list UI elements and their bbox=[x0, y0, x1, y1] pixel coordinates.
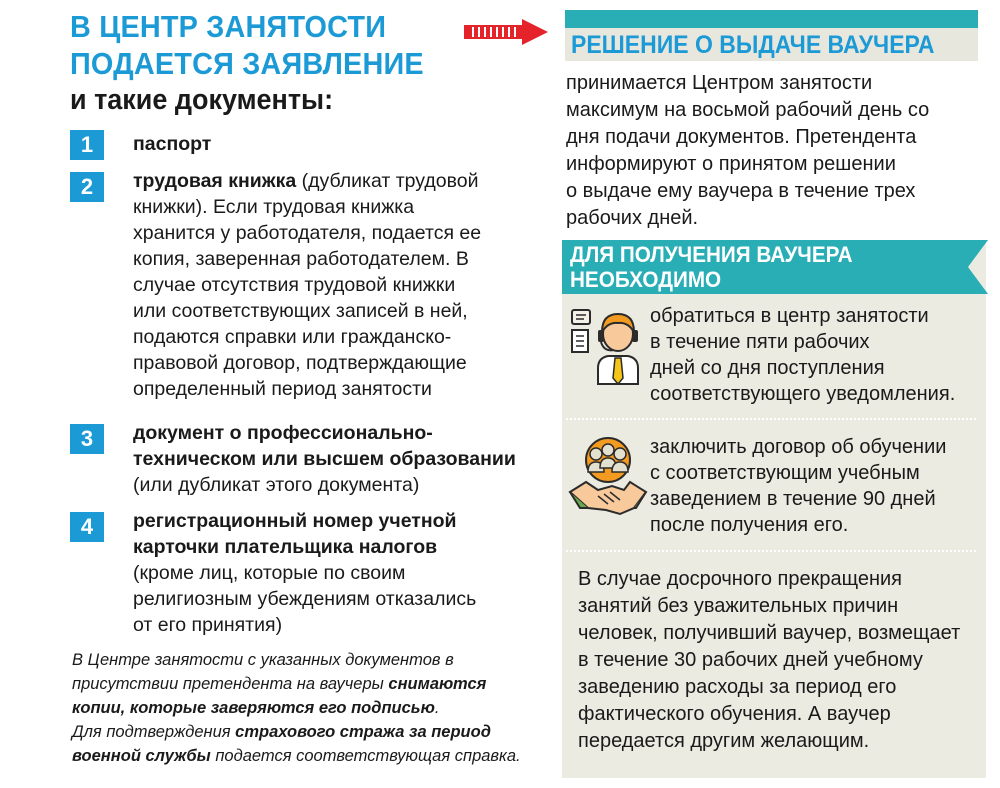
arrow-right-icon bbox=[464, 19, 548, 45]
item-text: регистрационный номер учетной карточки плательщика налогов (кроме лиц, которые по своим религиозным убеждениям отказались от его принятия) bbox=[133, 510, 477, 636]
item-number-badge: 1 bbox=[70, 130, 104, 160]
main-heading bbox=[70, 8, 442, 82]
separator bbox=[566, 418, 976, 420]
decision-title-box bbox=[565, 28, 978, 61]
requirements-header-line1: ДЛЯ ПОЛУЧЕНИЯ ВАУЧЕРА bbox=[570, 242, 853, 267]
requirements-header-line2: НЕОБХОДИМО bbox=[570, 267, 722, 292]
call-center-operator-icon bbox=[568, 306, 644, 386]
decision-title: РЕШЕНИЕ О ВЫДАЧЕ ВАУЧЕРА bbox=[571, 31, 935, 59]
item-number-badge: 2 bbox=[70, 172, 104, 202]
main-heading-line2: ПОДАЕТСЯ ЗАЯВЛЕНИЕ bbox=[70, 46, 424, 81]
item-title: трудовая книжка bbox=[133, 170, 297, 192]
item-title: паспорт bbox=[133, 133, 212, 155]
item-number-badge: 4 bbox=[70, 512, 104, 542]
handshake-team-icon bbox=[568, 434, 648, 518]
item-text: документ о профессионально- техническом или высшем образовании (или дубликат этого документа) bbox=[133, 422, 516, 496]
title-top-bar bbox=[565, 10, 978, 28]
footnote: В Центре занятости с указанных документов в присутствии претендента на ваучеры снимаются копии, которые заверяются его подписью. Для подтверждения страхового стража за период военной службы подается соответствующая справка. bbox=[72, 651, 521, 765]
sub-heading: и такие документы: bbox=[70, 84, 334, 116]
early-termination-text: В случае досрочного прекращения занятий без уважительных причин человек, получивший ваучер, возмещает в течение 30 рабочих дней учебному заведению расходы за период его фактического обучения. А ваучер передается другим желающим. bbox=[578, 568, 961, 752]
main-heading-line1: В ЦЕНТР ЗАНЯТОСТИ bbox=[70, 9, 387, 44]
step-1-text: обратиться в центр занятости в течение пяти рабочих дней со дня поступления соответствующего уведомления. bbox=[650, 305, 956, 405]
item-number-badge: 3 bbox=[70, 424, 104, 454]
step-2-text: заключить договор об обучении с соответствующим учебным заведением в течение 90 дней после получения его. bbox=[650, 436, 947, 536]
decision-description: принимается Центром занятости максимум на восьмой рабочий день со дня подачи документов. Претендента информируют о принятом решении о выдаче ему ваучера в течение трех рабочих дней. bbox=[566, 72, 930, 229]
requirements-header bbox=[562, 240, 988, 294]
item-text: трудовая книжка (дубликат трудовой книжки). Если трудовая книжка хранится у работодателя, подается ее копия, заверенная работодателем. В случае отсутствия трудовой книжки или соответствующих записей в ней, подаются справки или гражданско- правовой договор, подтверждающие определенный период занятости bbox=[133, 170, 482, 400]
separator bbox=[566, 550, 976, 552]
